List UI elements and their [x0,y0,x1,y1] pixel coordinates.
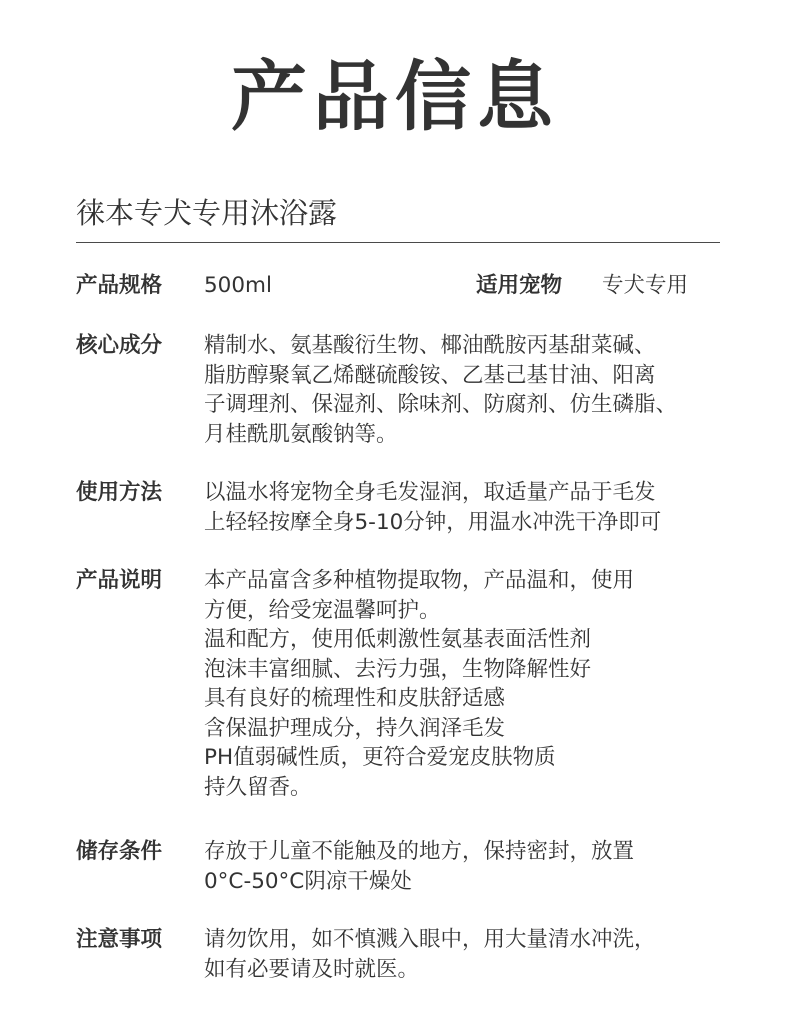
notes-line: 请勿饮用，如不慎溅入眼中，用大量清水冲洗， [204,927,656,952]
suitable-pet-value: 专犬专用 [602,273,689,298]
method-label: 使用方法 [76,480,163,505]
notes-label: 注意事项 [76,927,163,952]
storage-label: 储存条件 [76,839,163,864]
method-value [204,478,734,537]
ingredients-value [204,331,734,449]
description-line: 方便，给受宠温馨呵护。 [204,597,441,623]
ingredients-line: 脂肪醇聚氧乙烯醚硫酸铵、乙基己基甘油、阳离 [204,362,656,388]
description-line: PH值弱碱性质，更符合爱宠皮肤物质 [204,745,556,770]
storage-value [204,837,734,896]
page-title: 产品信息 [231,52,559,141]
ingredients-label: 核心成分 [76,333,163,358]
description-line: 本产品富含多种植物提取物，产品温和，使用 [204,568,635,593]
description-line: 泡沫丰富细腻、去污力强，生物降解性好 [204,656,592,682]
method-line: 以温水将宠物全身毛发湿润，取适量产品于毛发 [204,480,656,505]
description-line: 持久留香。 [204,774,312,800]
divider [76,242,720,243]
ingredients-line: 子调理剂、保湿剂、除味剂、防腐剂、仿生磷脂、 [204,392,678,417]
description-line: 具有良好的梳理性和皮肤舒适感 [204,686,506,711]
method-line: 上轻轻按摩全身5-10分钟，用温水冲洗干净即可 [204,509,662,535]
storage-line: 0°C-50°C阴凉干燥处 [204,868,412,894]
description-label: 产品说明 [76,568,163,593]
notes-line: 如有必要请及时就医。 [204,956,420,982]
ingredients-line: 月桂酰肌氨酸钠等。 [204,421,398,447]
ingredients-line: 精制水、氨基酸衍生物、椰油酰胺丙基甜菜碱、 [204,333,656,358]
description-line: 温和配方，使用低刺激性氨基表面活性剂 [204,627,592,652]
product-name: 徕本专犬专用沐浴露 [76,196,338,230]
spec-value: 500ml [204,273,272,298]
notes-value [204,925,734,984]
spec-label: 产品规格 [76,273,163,298]
description-value [204,566,734,802]
suitable-pet-label: 适用宠物 [476,273,563,298]
storage-line: 存放于儿童不能触及的地方，保持密封，放置 [204,839,635,864]
description-line: 含保温护理成分，持久润泽毛发 [204,715,506,741]
